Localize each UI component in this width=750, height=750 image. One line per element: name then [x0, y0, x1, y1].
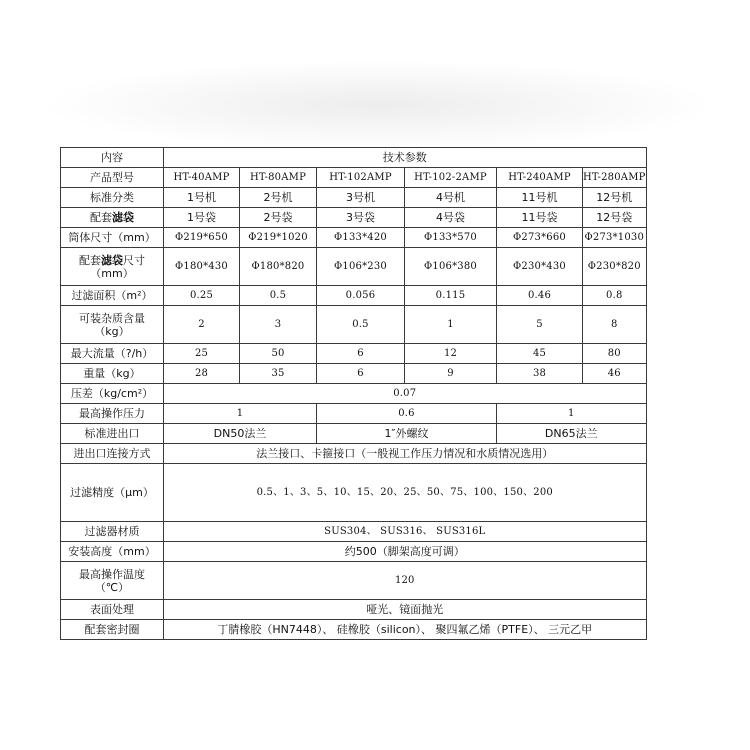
- capacity-cell: 2: [164, 306, 240, 344]
- row-label: 配套密封圈: [61, 620, 164, 640]
- table-row: [61, 208, 647, 228]
- label-unit: （mm）: [90, 266, 134, 280]
- row-label: 标准分类: [61, 188, 164, 208]
- flow-cell: 80: [583, 344, 647, 364]
- material-cell: SUS304、 SUS316、 SUS316L: [164, 522, 647, 542]
- connection-cell: 法兰接口、卡箍接口（一般视工作压力情况和水质情况选用）: [164, 444, 647, 464]
- row-label: 过滤面积（m²）: [61, 286, 164, 306]
- weight-cell: 6: [317, 364, 405, 384]
- row-label: 表面处理: [61, 600, 164, 620]
- table-row: [61, 384, 647, 404]
- label-text: 最高操作温度: [79, 567, 145, 581]
- flow-cell: 12: [405, 344, 497, 364]
- background-haze: [40, 60, 720, 150]
- weight-cell: 35: [240, 364, 317, 384]
- table-row: [61, 364, 647, 384]
- inlet-cell: DN50法兰: [164, 424, 317, 444]
- install-cell: 约500（脚架高度可调）: [164, 542, 647, 562]
- row-label: 过滤器材质: [61, 522, 164, 542]
- table-row: [61, 188, 647, 208]
- area-cell: 0.46: [497, 286, 583, 306]
- inlet-cell: 1″外螺纹: [317, 424, 497, 444]
- header-cell: 技术参数: [164, 148, 647, 168]
- label-text: 配套: [79, 253, 101, 267]
- area-cell: 0.115: [405, 286, 497, 306]
- row-label: 重量（kg）: [61, 364, 164, 384]
- model-cell: HT-240AMP: [497, 168, 583, 188]
- model-cell: HT-102AMP: [317, 168, 405, 188]
- area-cell: 0.25: [164, 286, 240, 306]
- row-label: [61, 306, 164, 344]
- precision-cell: 0.5、1、3、5、10、15、20、25、50、75、100、150、200: [164, 464, 647, 522]
- label-text: 可装杂质含量: [79, 311, 145, 325]
- label-unit: （kg）: [94, 324, 130, 338]
- spec-table: [60, 147, 647, 640]
- housing-cell: Φ133*570: [405, 228, 497, 248]
- housing-cell: Φ219*1020: [240, 228, 317, 248]
- class-cell: 11号机: [497, 188, 583, 208]
- weight-cell: 46: [583, 364, 647, 384]
- capacity-cell: 8: [583, 306, 647, 344]
- row-label: [61, 248, 164, 286]
- max-pressure-cell: 1: [164, 404, 317, 424]
- model-cell: HT-280AMP: [583, 168, 647, 188]
- row-label: 筒体尺寸（mm）: [61, 228, 164, 248]
- housing-cell: Φ273*660: [497, 228, 583, 248]
- bagsize-cell: Φ230*820: [583, 248, 647, 286]
- bagsize-cell: Φ106*380: [405, 248, 497, 286]
- housing-cell: Φ219*650: [164, 228, 240, 248]
- table-row: [61, 600, 647, 620]
- weight-cell: 9: [405, 364, 497, 384]
- row-label: 标准进出口: [61, 424, 164, 444]
- row-label: 压差（kg/cm²）: [61, 384, 164, 404]
- label-text: 配套: [90, 211, 112, 224]
- weight-cell: 38: [497, 364, 583, 384]
- table-row: [61, 444, 647, 464]
- row-label: 过滤精度（μm）: [61, 464, 164, 522]
- model-cell: HT-80AMP: [240, 168, 317, 188]
- table-row: [61, 286, 647, 306]
- row-label: 安装高度（mm）: [61, 542, 164, 562]
- bagsize-cell: Φ230*430: [497, 248, 583, 286]
- max-pressure-cell: 1: [497, 404, 647, 424]
- label-unit: （℃）: [94, 580, 130, 594]
- table-row: [61, 424, 647, 444]
- housing-cell: Φ133*420: [317, 228, 405, 248]
- inlet-cell: DN65法兰: [497, 424, 647, 444]
- surface-cell: 哑光、镜面抛光: [164, 600, 647, 620]
- table-row: [61, 522, 647, 542]
- class-cell: 4号机: [405, 188, 497, 208]
- class-cell: 3号机: [317, 188, 405, 208]
- row-label: [61, 208, 164, 228]
- area-cell: 0.8: [583, 286, 647, 306]
- bag-cell: 12号袋: [583, 208, 647, 228]
- class-cell: 12号机: [583, 188, 647, 208]
- bag-cell: 1号袋: [164, 208, 240, 228]
- flow-cell: 50: [240, 344, 317, 364]
- capacity-cell: 3: [240, 306, 317, 344]
- row-label: 内容: [61, 148, 164, 168]
- table-row: [61, 248, 647, 286]
- row-label: 最高操作压力: [61, 404, 164, 424]
- row-label: 进出口连接方式: [61, 444, 164, 464]
- max-pressure-cell: 0.6: [317, 404, 497, 424]
- class-cell: 1号机: [164, 188, 240, 208]
- row-label: 最大流量（?/h）: [61, 344, 164, 364]
- table-row: [61, 344, 647, 364]
- flow-cell: 6: [317, 344, 405, 364]
- bag-cell: 3号袋: [317, 208, 405, 228]
- bagsize-cell: Φ180*430: [164, 248, 240, 286]
- table-row: [61, 148, 647, 168]
- bagsize-cell: Φ180*820: [240, 248, 317, 286]
- label-bold-text: 滤袋: [101, 253, 123, 267]
- capacity-cell: 0.5: [317, 306, 405, 344]
- table-row: [61, 168, 647, 188]
- table-row: [61, 620, 647, 640]
- table-row: [61, 404, 647, 424]
- row-label: 产品型号: [61, 168, 164, 188]
- flow-cell: 25: [164, 344, 240, 364]
- bag-cell: 2号袋: [240, 208, 317, 228]
- class-cell: 2号机: [240, 188, 317, 208]
- bagsize-cell: Φ106*230: [317, 248, 405, 286]
- max-temp-cell: 120: [164, 562, 647, 600]
- housing-cell: Φ273*1030: [583, 228, 647, 248]
- pressure-drop-cell: 0.07: [164, 384, 647, 404]
- weight-cell: 28: [164, 364, 240, 384]
- capacity-cell: 5: [497, 306, 583, 344]
- seal-cell: 丁腈橡胶（HN7448）、 硅橡胶（silicon）、 聚四氟乙烯（PTFE）、 三元乙甲: [164, 620, 647, 640]
- table-row: [61, 228, 647, 248]
- row-label: [61, 562, 164, 600]
- table-row: [61, 562, 647, 600]
- area-cell: 0.5: [240, 286, 317, 306]
- capacity-cell: 1: [405, 306, 497, 344]
- bag-cell: 4号袋: [405, 208, 497, 228]
- model-cell: HT-102-2AMP: [405, 168, 497, 188]
- label-text: 尺寸: [123, 253, 145, 267]
- table-row: [61, 542, 647, 562]
- flow-cell: 45: [497, 344, 583, 364]
- table-row: [61, 306, 647, 344]
- model-cell: HT-40AMP: [164, 168, 240, 188]
- label-bold-text: 滤袋: [112, 211, 134, 224]
- table-row: [61, 464, 647, 522]
- bag-cell: 11号袋: [497, 208, 583, 228]
- area-cell: 0.056: [317, 286, 405, 306]
